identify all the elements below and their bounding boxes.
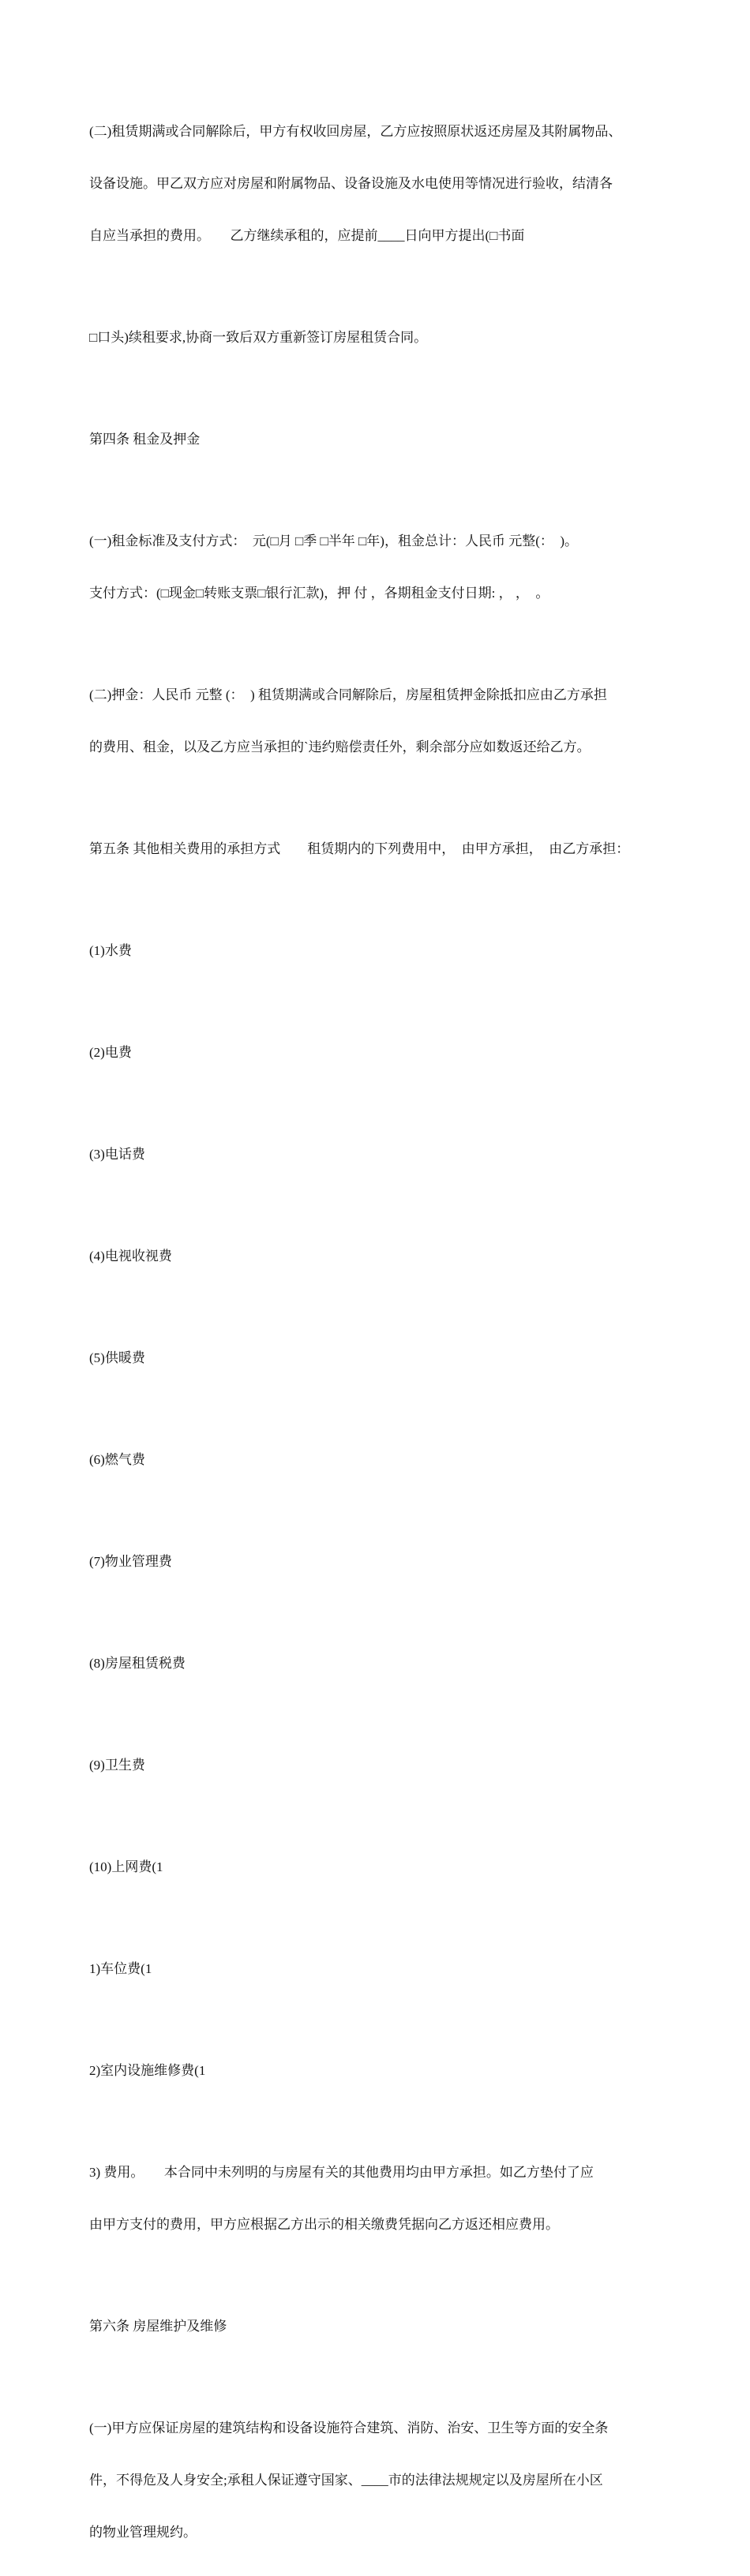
paragraph-lease-expiry-return [89, 88, 673, 279]
list-item-electricity-fee [89, 1009, 673, 1096]
text-line: (2)电费 [89, 1045, 132, 1060]
text-line: (8)房屋租赁税费 [89, 1656, 186, 1671]
list-item-lease-tax [89, 1620, 673, 1707]
text-line: 第四条 租金及押金 [89, 432, 201, 447]
text-line: 设备设施。甲乙双方应对房屋和附属物品、设备设施及水电使用等情况进行验收，结清各 [89, 176, 613, 191]
list-item-maintenance-fee [89, 2027, 673, 2114]
text-line: (3)电话费 [89, 1147, 145, 1162]
text-line: 第五条 其他相关费用的承担方式 租赁期内的下列费用中， 由甲方承担， 由乙方承担： [89, 841, 630, 856]
text-line: 支付方式：(□现金□转账支票□银行汇款)，押 付 ，各期租金支付日期: ， ， 。 [89, 586, 549, 601]
text-line: (1)水费 [89, 943, 132, 958]
text-line: (二)押金：人民币 元整 (： ) 租赁期满或合同解除后，房屋租赁押金除抵扣应由乙方承担 [89, 687, 607, 702]
paragraph-renewal-request [89, 294, 673, 381]
list-item-parking-fee [89, 1926, 673, 2012]
section-heading-article-6 [89, 2283, 673, 2370]
text-line: (4)电视收视费 [89, 1249, 172, 1264]
list-item-property-management-fee [89, 1518, 673, 1605]
paragraph-building-safety [89, 2385, 673, 2576]
list-item-water-fee [89, 908, 673, 994]
paragraph-deposit [89, 652, 673, 791]
text-line: □口头)续租要求,协商一致后双方重新签订房屋租赁合同。 [89, 330, 428, 345]
text-line: 的物业管理规约。 [89, 2525, 197, 2540]
text-line: (一)租金标准及支付方式： 元(□月 □季 □半年 □年)，租金总计：人民币 元整(： )。 [89, 534, 579, 549]
text-line: 第六条 房屋维护及维修 [89, 2319, 227, 2334]
list-item-internet-fee [89, 1824, 673, 1911]
text-line: (9)卫生费 [89, 1758, 145, 1773]
list-item-phone-fee [89, 1111, 673, 1198]
text-line: 3) 费用。 本合同中未列明的与房屋有关的其他费用均由甲方承担。如乙方垫付了应 [89, 2165, 594, 2180]
text-line: (二)租赁期满或合同解除后，甲方有权收回房屋，乙方应按照原状返还房屋及其附属物品、 [89, 124, 622, 139]
text-line: 件，不得危及人身安全;承租人保证遵守国家、____市的法律法规规定以及房屋所在小区 [89, 2473, 603, 2488]
text-line: (5)供暖费 [89, 1350, 145, 1365]
text-line: (6)燃气费 [89, 1452, 145, 1467]
paragraph-other-fees [89, 2129, 673, 2268]
list-item-tv-fee [89, 1213, 673, 1300]
list-item-gas-fee [89, 1417, 673, 1503]
text-line: 2)室内设施维修费(1 [89, 2063, 206, 2078]
paragraph-rent-standard [89, 498, 673, 637]
text-line: (7)物业管理费 [89, 1554, 172, 1569]
text-line: 1)车位费(1 [89, 1961, 152, 1976]
document-page [89, 88, 673, 2576]
text-line: 自应当承担的费用。 乙方继续承租的，应提前____日向甲方提出(□书面 [89, 228, 525, 243]
text-line: (一)甲方应保证房屋的建筑结构和设备设施符合建筑、消防、治安、卫生等方面的安全条 [89, 2421, 609, 2436]
text-line: 的费用、租金，以及乙方应当承担的`违约赔偿责任外，剩余部分应如数返还给乙方。 [89, 739, 591, 754]
text-line: (10)上网费(1 [89, 1859, 163, 1874]
text-line: 由甲方支付的费用，甲方应根据乙方出示的相关缴费凭据向乙方返还相应费用。 [89, 2217, 559, 2232]
section-heading-article-4 [89, 396, 673, 483]
list-item-heating-fee [89, 1315, 673, 1402]
section-heading-article-5 [89, 806, 673, 893]
list-item-sanitation-fee [89, 1722, 673, 1809]
